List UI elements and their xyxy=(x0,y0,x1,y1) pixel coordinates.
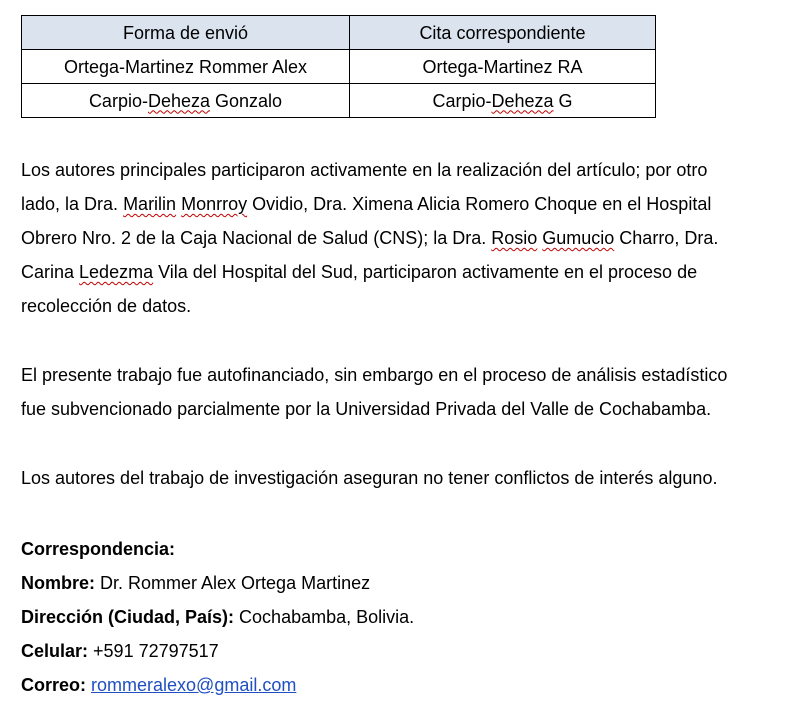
paragraph-funding xyxy=(21,358,801,426)
text-line xyxy=(21,221,801,255)
text-line: recolección de datos. xyxy=(21,296,192,316)
cell-envio xyxy=(22,84,350,118)
citation-table xyxy=(21,15,656,118)
spellcheck-word: Monrroy xyxy=(181,194,248,214)
text-line xyxy=(21,187,801,221)
text-line: Los autores principales participaron activamente en la realización del artículo; por otro xyxy=(21,160,708,180)
email-link[interactable]: rommeralexo@gmail.com xyxy=(91,675,297,695)
table-header-row xyxy=(22,16,656,50)
spellcheck-word: Rosio xyxy=(491,228,538,248)
contact-phone-row xyxy=(21,634,414,668)
heading-label: Correspondencia: xyxy=(21,539,176,559)
paragraph-conflicts xyxy=(21,461,801,495)
cell-envio: Ortega-Martinez Rommer Alex xyxy=(22,50,350,84)
table-row xyxy=(22,84,656,118)
cell-cita xyxy=(350,84,656,118)
spellcheck-word: Deheza xyxy=(147,90,211,111)
text-run: Obrero Nro. 2 de la Caja Nacional de Salud (CNS); la Dra. xyxy=(21,228,492,248)
name-label: Nombre: xyxy=(21,573,96,593)
paragraph-authors xyxy=(21,153,801,323)
text-run: lado, la Dra. xyxy=(21,194,124,214)
name-value: Dr. Rommer Alex Ortega Martinez xyxy=(95,573,371,593)
address-value: Cochabamba, Bolivia. xyxy=(234,607,415,627)
text-line: Los autores del trabajo de investigación aseguran no tener conflictos de interés alguno. xyxy=(21,468,718,488)
header-forma-envio: Forma de envió xyxy=(22,16,350,50)
text-line: fue subvencionado parcialmente por la Universidad Privada del Valle de Cochabamba. xyxy=(21,399,712,419)
correspondence-block xyxy=(21,532,414,702)
text-run: Vila del Hospital del Sud, participaron activamente en el proceso de xyxy=(153,262,698,282)
table-row xyxy=(22,50,656,84)
text-run: Charro, Dra. xyxy=(614,228,719,248)
contact-name-row xyxy=(21,566,414,600)
spellcheck-word: Ledezma xyxy=(79,262,154,282)
address-label: Dirección (Ciudad, País): xyxy=(21,607,235,627)
contact-address-row xyxy=(21,600,414,634)
header-cita: Cita correspondiente xyxy=(350,16,656,50)
spellcheck-word: Marilin xyxy=(123,194,177,214)
text-run: Carpio- xyxy=(432,90,492,111)
email-label: Correo: xyxy=(21,675,87,695)
text-run: Carpio- xyxy=(88,90,148,111)
text-line: El presente trabajo fue autofinanciado, sin embargo en el proceso de análisis estadístico xyxy=(21,365,728,385)
text-run: Carina xyxy=(21,262,80,282)
contact-email-row xyxy=(21,668,414,702)
cell-cita: Ortega-Martinez RA xyxy=(350,50,656,84)
text-line xyxy=(21,255,801,289)
text-run: Ovidio, Dra. Ximena Alicia Romero Choque en el Hospital xyxy=(247,194,712,214)
text-run: G xyxy=(553,90,573,111)
text-run: Gonzalo xyxy=(210,90,283,111)
phone-label: Celular: xyxy=(21,641,89,661)
phone-value: +591 72797517 xyxy=(88,641,219,661)
spellcheck-word: Gumucio xyxy=(542,228,615,248)
spellcheck-word: Deheza xyxy=(491,90,554,111)
correspondence-heading xyxy=(21,532,414,566)
